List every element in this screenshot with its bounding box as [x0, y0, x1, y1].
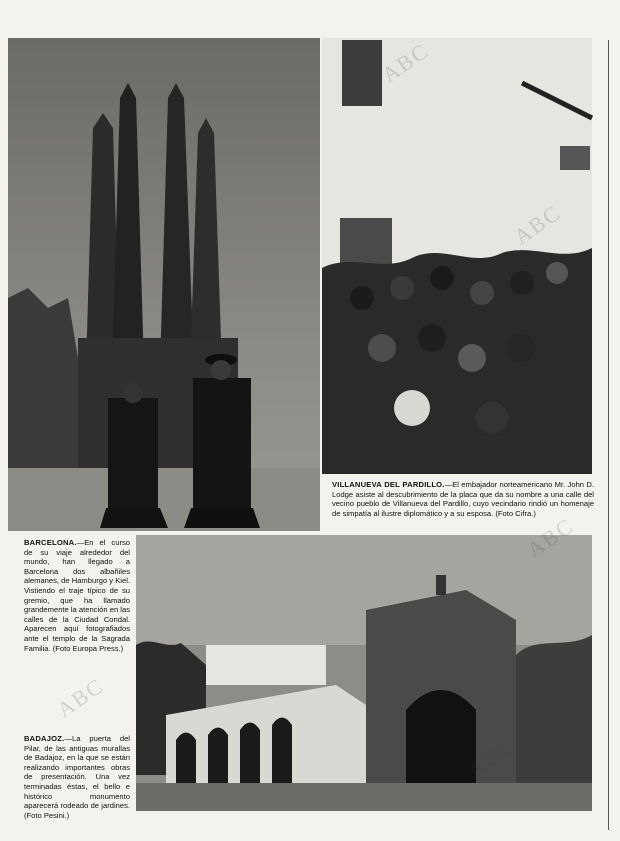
- sagrada-familia-illustration: [8, 38, 320, 531]
- caption-villanueva-body: —El embajador norteamericano Mr. John D. Lodge asiste al descubrimiento de la placa que da su nombre a una calle del vecino pueblo de Villanueva del Pardillo, cuyo vecindario rindió un homenaje de simpatía al ilustre diplomático y a su esposa. (Foto Cifra.): [332, 480, 594, 518]
- photo-sagrada-familia: [8, 38, 320, 531]
- caption-badajoz: [24, 734, 130, 830]
- caption-villanueva: [332, 480, 594, 536]
- villanueva-illustration: [322, 38, 592, 474]
- caption-villanueva-head: VILLANUEVA DEL PARDILLO.: [332, 480, 445, 489]
- puerta-del-pilar-illustration: [136, 535, 592, 811]
- caption-barcelona-head: BARCELONA.: [24, 538, 77, 547]
- caption-badajoz-body: —La puerta del Pilar, de las antiguas murallas de Badajoz, en la que se están realizando importantes obras de presentación. Una vez terminadas éstas, el bello e histórico monumento aparecerá rodeado de jardines. (Foto Pesini.): [24, 734, 130, 820]
- abc-watermark: ABC: [52, 672, 109, 723]
- photo-villanueva-crowd: [322, 38, 592, 474]
- photo-puerta-del-pilar: [136, 535, 592, 811]
- caption-barcelona: [24, 538, 130, 653]
- caption-badajoz-head: BADAJOZ.: [24, 734, 65, 743]
- page-edge-rule: [608, 40, 609, 830]
- caption-barcelona-body: —En el curso de su viaje alrededor del mundo, han llegado a Barcelona dos albañiles alemanes, de Hamburgo y Kiel. Vistiendo el traje típico de su gremio, que ha llamado grandemente la atención en las calles de la Ciudad Condal. Aparecen aquí fotografiados ante el templo de la Sagrada Familia. (Foto Europa Press.): [24, 538, 130, 653]
